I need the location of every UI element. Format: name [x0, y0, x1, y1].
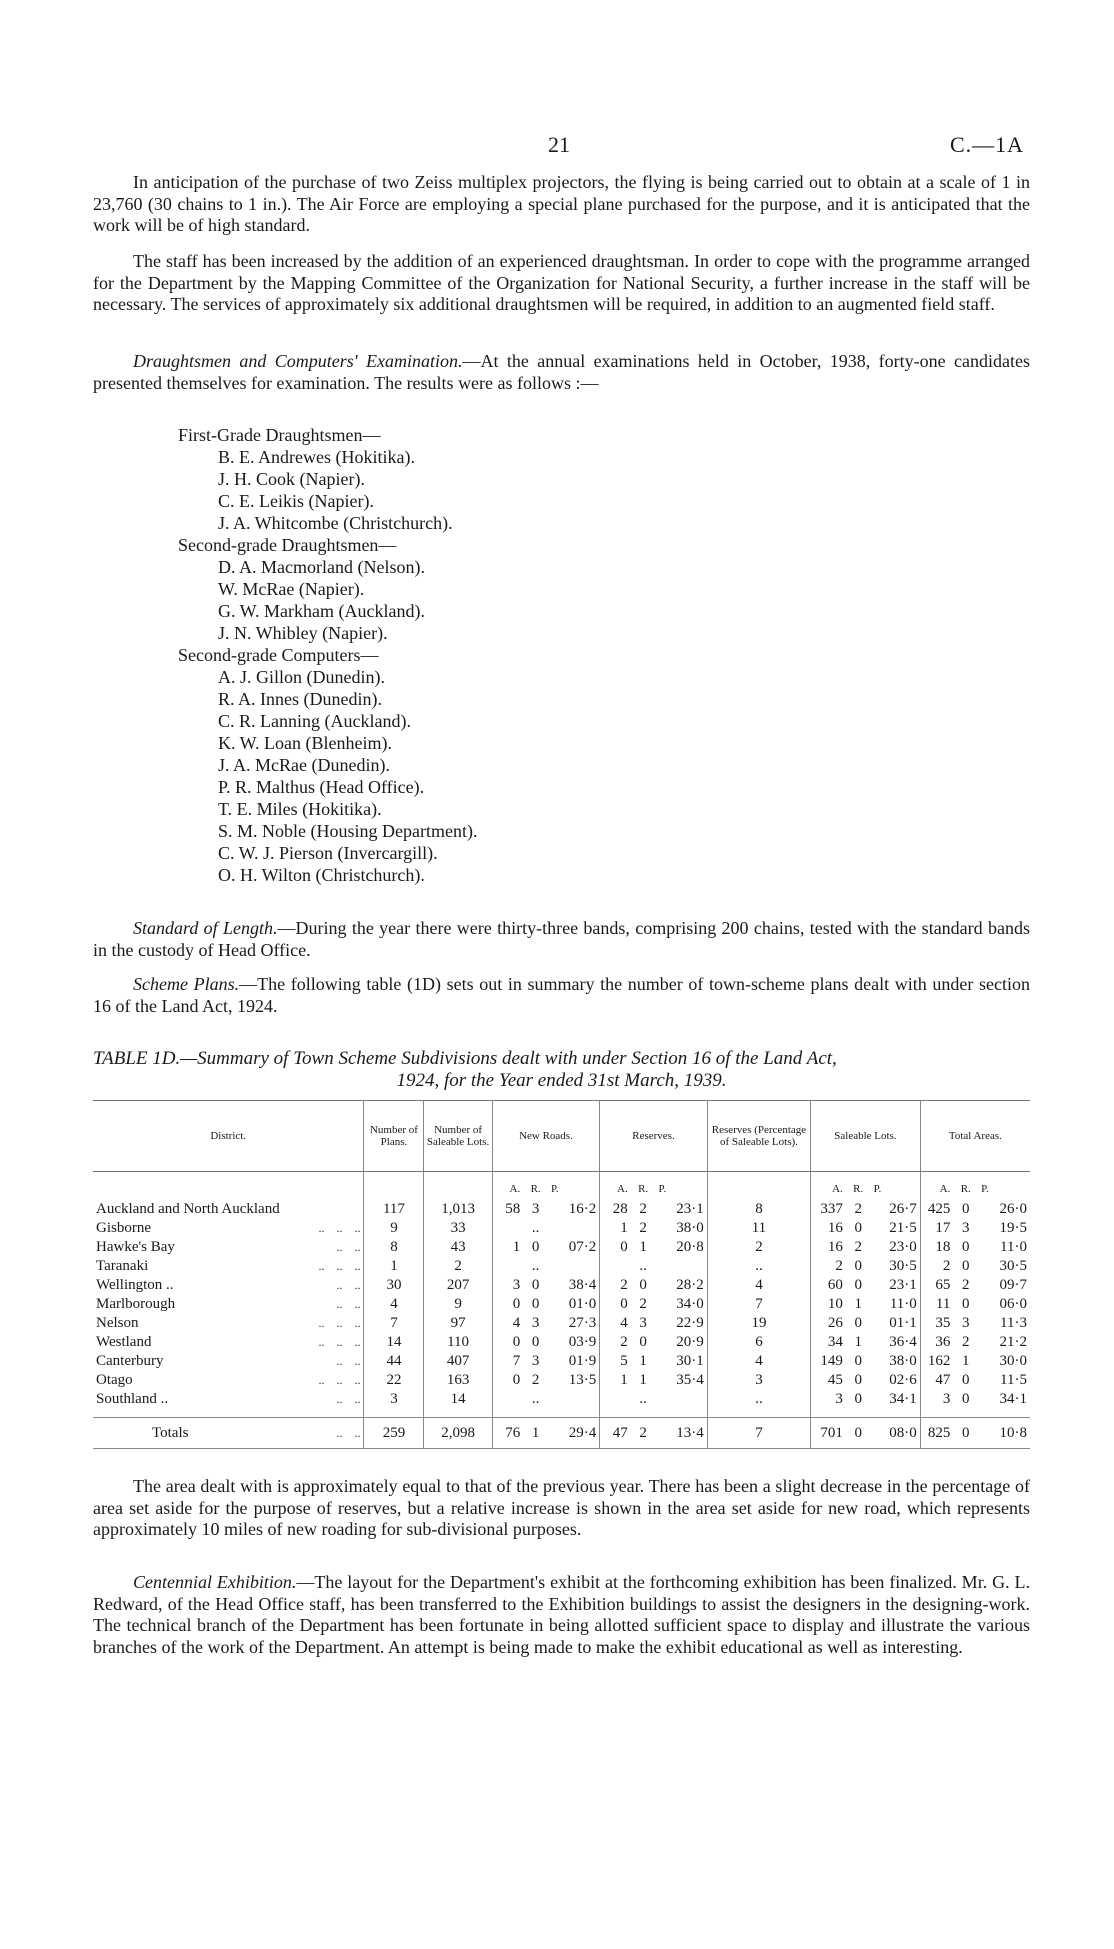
ta-roods-cell: 0	[962, 1391, 970, 1407]
candidate-name: A. J. Gillon (Dunedin).	[218, 667, 385, 687]
candidate-name: B. E. Andrewes (Hokitika).	[218, 447, 415, 467]
res-acres-cell: 0	[600, 1295, 631, 1314]
res-acres-cell: 1	[600, 1371, 631, 1390]
totals-row	[93, 1418, 1030, 1449]
paragraph-examination	[93, 351, 1030, 394]
res-acres-cell: 2	[600, 1276, 631, 1295]
reserves-pct-cell: 7	[707, 1418, 810, 1449]
res-roods-cell: 2	[639, 1201, 647, 1217]
nr-acres-cell: 7	[492, 1352, 523, 1371]
nr-perches-cell: 27·3	[568, 1315, 597, 1331]
candidate-name: T. E. Miles (Hokitika).	[218, 799, 382, 819]
district-cell	[93, 1390, 364, 1409]
unit-label: R.	[530, 1182, 541, 1195]
lots-cell: 207	[424, 1276, 492, 1295]
nr-perches-cell: 01·9	[568, 1353, 597, 1369]
nr-acres-cell	[492, 1390, 523, 1409]
district-cell	[93, 1238, 364, 1257]
candidate-name: R. A. Innes (Dunedin).	[218, 689, 382, 709]
sl-acres-cell: 3	[811, 1390, 846, 1409]
res-acres-cell: 0	[600, 1238, 631, 1257]
sl-roods-cell: 0	[854, 1258, 862, 1274]
sl-roods-cell: 2	[854, 1239, 862, 1255]
nr-acres-cell: 76	[492, 1418, 523, 1449]
district-name: Hawke's Bay	[96, 1239, 175, 1255]
exam-text: —At the annual examinations held in October, 1938, forty-one candidates presented themselves for examination. The results were as follows :—	[93, 351, 1030, 393]
res-roods-cell: 1	[639, 1353, 647, 1369]
sl-perches-cell: 23·0	[889, 1239, 917, 1255]
district-name: Otago	[96, 1372, 133, 1388]
candidate-name: J. A. McRae (Dunedin).	[218, 755, 390, 775]
plans-cell: 1	[364, 1257, 424, 1276]
district-name: Totals	[152, 1424, 189, 1441]
res-perches-cell: 38·0	[676, 1220, 704, 1236]
district-cell	[93, 1257, 364, 1276]
table-row	[93, 1314, 1030, 1333]
unit-label: A.	[920, 1172, 953, 1201]
res-perches-cell: 13·4	[656, 1418, 708, 1449]
sl-roods-cell: 0	[854, 1277, 862, 1293]
reserves-pct-cell: ..	[707, 1257, 810, 1276]
ta-roods-cell: 0	[953, 1418, 978, 1449]
ta-acres-cell: 825	[920, 1418, 953, 1449]
leader-dots: .. ..	[336, 1297, 361, 1311]
reserves-pct-cell: 7	[707, 1295, 810, 1314]
ta-roods-cell: 2	[962, 1277, 970, 1293]
ta-roods-cell: 0	[962, 1201, 970, 1217]
sl-roods-cell: 2	[854, 1201, 862, 1217]
candidate-name: J. A. Whitcombe (Christchurch).	[218, 513, 453, 533]
ta-roods-cell: 3	[962, 1220, 970, 1236]
nr-perches-cell	[548, 1257, 600, 1276]
table-row	[93, 1352, 1030, 1371]
candidate-name: W. McRae (Napier).	[218, 579, 365, 599]
nr-perches-cell	[548, 1219, 600, 1238]
ta-perches-cell: 19·5	[999, 1220, 1027, 1236]
sl-acres-cell: 26	[811, 1314, 846, 1333]
leader-dots: .. ..	[336, 1354, 361, 1368]
district-cell	[93, 1333, 364, 1352]
leader-dots: .. ..	[336, 1392, 361, 1406]
lots-cell: 14	[424, 1390, 492, 1409]
ta-acres-cell: 35	[920, 1314, 953, 1333]
leader-dots: .. .. ..	[318, 1335, 361, 1349]
unit-label: P.	[873, 1182, 882, 1195]
ta-perches-cell: 11·3	[1000, 1315, 1027, 1331]
res-acres-cell: 1	[600, 1219, 631, 1238]
nr-acres-cell: 58	[492, 1200, 523, 1219]
res-perches-cell: 35·4	[676, 1372, 704, 1388]
candidate-name: J. N. Whibley (Napier).	[218, 623, 388, 643]
ta-roods-cell: 2	[962, 1334, 970, 1350]
nr-acres-cell: 4	[492, 1314, 523, 1333]
res-roods-cell: 1	[639, 1372, 647, 1388]
sl-acres-cell: 34	[811, 1333, 846, 1352]
unit-label: A.	[600, 1172, 631, 1201]
plans-cell: 14	[364, 1333, 424, 1352]
centennial-text: —The layout for the Department's exhibit at the forthcoming exhibition has been finalized. Mr. G. L. Redward, of the Head Office staff, has been transferred to the Exhibition buildings to assist the designers in the designing-work. The technical branch of the Department has been fortunate in being allotted sufficient space to display and illustrate the various branches of the work of the Department. An attempt is being made to make the exhibit educational as well as interesting.	[93, 1572, 1030, 1657]
nr-acres-cell	[492, 1257, 523, 1276]
ta-acres-cell: 3	[920, 1390, 953, 1409]
nr-acres-cell: 0	[492, 1371, 523, 1390]
ta-roods-cell: 0	[962, 1239, 970, 1255]
nr-acres-cell	[492, 1219, 523, 1238]
sl-acres-cell: 2	[811, 1257, 846, 1276]
res-perches-cell	[656, 1390, 708, 1409]
nr-acres-cell: 0	[492, 1333, 523, 1352]
table-body	[93, 1172, 1030, 1449]
lots-cell: 110	[424, 1333, 492, 1352]
res-acres-cell	[600, 1257, 631, 1276]
sl-perches-cell: 08·0	[871, 1418, 921, 1449]
reserves-pct-cell: 4	[707, 1352, 810, 1371]
candidate-name: D. A. Macmorland (Nelson).	[218, 557, 425, 577]
ta-acres-cell: 17	[920, 1219, 953, 1238]
ta-acres-cell: 2	[920, 1257, 953, 1276]
nr-perches-cell: 01·0	[568, 1296, 597, 1312]
ta-perches-cell: 10·8	[978, 1418, 1030, 1449]
table-row	[93, 1390, 1030, 1409]
unit-label: A.	[492, 1172, 523, 1201]
district-name: Southland ..	[96, 1391, 169, 1407]
table-row	[93, 1200, 1030, 1219]
ta-perches-cell: 06·0	[999, 1296, 1027, 1312]
leader-dots: .. ..	[336, 1240, 361, 1254]
centennial-heading: Centennial Exhibition.	[133, 1572, 297, 1592]
district-name: Gisborne	[96, 1220, 151, 1236]
district-cell	[93, 1219, 364, 1238]
ta-roods-cell: 0	[962, 1258, 970, 1274]
nr-acres-cell: 1	[492, 1238, 523, 1257]
units-row	[93, 1172, 1030, 1201]
sl-roods-cell: 1	[854, 1334, 862, 1350]
ta-perches-cell: 11·5	[1000, 1372, 1027, 1388]
ta-perches-cell: 30·5	[999, 1258, 1027, 1274]
district-cell	[93, 1314, 364, 1333]
nr-perches-cell: 38·4	[568, 1277, 597, 1293]
exam-results-list	[178, 424, 477, 886]
candidate-name: P. R. Malthus (Head Office).	[218, 777, 425, 797]
sl-acres-cell: 337	[811, 1200, 846, 1219]
candidate-name: K. W. Loan (Blenheim).	[218, 733, 392, 753]
plans-cell: 4	[364, 1295, 424, 1314]
nr-roods-cell: 3	[531, 1353, 540, 1369]
res-perches-cell: 20·8	[676, 1239, 704, 1255]
table-row	[93, 1371, 1030, 1390]
table-title	[93, 1048, 1030, 1092]
candidate-name: C. W. J. Pierson (Invercargill).	[218, 843, 438, 863]
sl-roods-cell: 0	[854, 1315, 862, 1331]
lots-cell: 2,098	[424, 1418, 492, 1449]
unit-label: R.	[638, 1182, 649, 1195]
lots-cell: 97	[424, 1314, 492, 1333]
sl-roods-cell: 0	[854, 1372, 862, 1388]
res-perches-cell: 23·1	[676, 1201, 704, 1217]
col-header-total-areas: Total Areas.	[920, 1101, 1030, 1172]
results-group	[178, 534, 477, 644]
nr-acres-cell: 3	[492, 1276, 523, 1295]
ta-roods-cell: 0	[962, 1296, 970, 1312]
ta-acres-cell: 47	[920, 1371, 953, 1390]
nr-perches-cell: 03·9	[568, 1334, 597, 1350]
reserves-pct-cell: 19	[707, 1314, 810, 1333]
paragraph-centennial	[93, 1572, 1030, 1658]
sl-perches-cell: 38·0	[889, 1353, 917, 1369]
nr-roods-cell: 3	[531, 1315, 540, 1331]
unit-label: P.	[981, 1182, 989, 1195]
reserves-pct-cell: 4	[707, 1276, 810, 1295]
reserves-pct-cell: 11	[707, 1219, 810, 1238]
lots-cell: 2	[424, 1257, 492, 1276]
plans-cell: 117	[364, 1200, 424, 1219]
paragraph-scheme-plans	[93, 974, 1030, 1017]
sl-roods-cell: 0	[854, 1220, 862, 1236]
ta-acres-cell: 162	[920, 1352, 953, 1371]
plans-cell: 259	[364, 1418, 424, 1449]
nr-roods-cell: ..	[531, 1391, 540, 1407]
town-scheme-table	[93, 1100, 1030, 1449]
sl-perches-cell: 30·5	[889, 1258, 917, 1274]
ta-acres-cell: 425	[920, 1200, 953, 1219]
page-header	[0, 132, 1114, 162]
sl-perches-cell: 21·5	[889, 1220, 917, 1236]
col-header-saleable-lots: Saleable Lots.	[811, 1101, 921, 1172]
col-header-new-roads: New Roads.	[492, 1101, 600, 1172]
lots-cell: 33	[424, 1219, 492, 1238]
sl-perches-cell: 26·7	[889, 1201, 917, 1217]
nr-roods-cell: 2	[531, 1372, 540, 1388]
ta-acres-cell: 18	[920, 1238, 953, 1257]
reserves-pct-cell: 6	[707, 1333, 810, 1352]
col-header-plans: Number of Plans.	[364, 1101, 424, 1172]
res-acres-cell: 4	[600, 1314, 631, 1333]
ta-roods-cell: 1	[962, 1353, 970, 1369]
district-name: Marlborough	[96, 1296, 176, 1312]
table-row	[93, 1219, 1030, 1238]
res-roods-cell: 0	[639, 1334, 647, 1350]
nr-acres-cell: 0	[492, 1295, 523, 1314]
unit-label: R.	[960, 1182, 971, 1195]
nr-perches-cell	[548, 1390, 600, 1409]
table-title-line1: TABLE 1D.—Summary of Town Scheme Subdivisions dealt with under Section 16 of the Land Act,	[93, 1048, 837, 1069]
nr-perches-cell: 16·2	[568, 1201, 597, 1217]
candidate-name: S. M. Noble (Housing Department).	[218, 821, 478, 841]
ta-perches-cell: 34·1	[999, 1391, 1027, 1407]
candidate-name: J. H. Cook (Napier).	[218, 469, 365, 489]
res-perches-cell: 22·9	[676, 1315, 704, 1331]
lots-cell: 9	[424, 1295, 492, 1314]
res-perches-cell	[656, 1257, 708, 1276]
sl-acres-cell: 60	[811, 1276, 846, 1295]
ta-perches-cell: 09·7	[999, 1277, 1027, 1293]
table-row	[93, 1295, 1030, 1314]
district-cell	[93, 1418, 364, 1449]
table-row	[93, 1276, 1030, 1295]
district-name: Auckland and North Auckland	[96, 1201, 280, 1217]
results-group	[178, 644, 477, 886]
reserves-pct-cell: 3	[707, 1371, 810, 1390]
nr-roods-cell: 3	[531, 1201, 540, 1217]
nr-roods-cell: 0	[531, 1277, 540, 1293]
district-cell	[93, 1371, 364, 1390]
plans-cell: 7	[364, 1314, 424, 1333]
sl-acres-cell: 149	[811, 1352, 846, 1371]
ta-roods-cell: 3	[962, 1315, 970, 1331]
nr-roods-cell: ..	[531, 1220, 540, 1236]
standard-heading: Standard of Length.	[133, 918, 278, 938]
table-title-line2: 1924, for the Year ended 31st March, 1939.	[396, 1070, 727, 1091]
standard-text: —During the year there were thirty-three bands, comprising 200 chains, tested with the standard bands in the custody of Head Office.	[93, 918, 1030, 960]
ta-acres-cell: 65	[920, 1276, 953, 1295]
table-row	[93, 1257, 1030, 1276]
unit-label: A.	[811, 1172, 846, 1201]
sl-acres-cell: 701	[811, 1418, 846, 1449]
leader-dots: .. .. ..	[318, 1221, 361, 1235]
res-perches-cell: 28·2	[676, 1277, 704, 1293]
paragraph-standard-length	[93, 918, 1030, 961]
res-perches-cell: 34·0	[676, 1296, 704, 1312]
plans-cell: 30	[364, 1276, 424, 1295]
page-number: 21	[548, 132, 570, 157]
sl-acres-cell: 45	[811, 1371, 846, 1390]
nr-roods-cell: 0	[531, 1239, 540, 1255]
district-cell	[93, 1295, 364, 1314]
lots-cell: 163	[424, 1371, 492, 1390]
lots-cell: 43	[424, 1238, 492, 1257]
col-header-district: District.	[93, 1101, 364, 1172]
sl-perches-cell: 11·0	[889, 1296, 917, 1312]
unit-label: R.	[853, 1182, 864, 1195]
ta-acres-cell: 11	[920, 1295, 953, 1314]
res-roods-cell: 3	[639, 1315, 647, 1331]
ta-perches-cell: 21·2	[999, 1334, 1027, 1350]
district-name: Canterbury	[96, 1353, 164, 1369]
candidate-name: G. W. Markham (Auckland).	[218, 601, 425, 621]
col-header-reserves: Reserves.	[600, 1101, 708, 1172]
unit-label: P.	[658, 1182, 667, 1195]
res-acres-cell: 28	[600, 1200, 631, 1219]
district-name: Wellington ..	[96, 1277, 174, 1293]
sl-perches-cell: 01·1	[889, 1315, 917, 1331]
leader-dots: .. .. ..	[318, 1259, 361, 1273]
district-name: Westland	[96, 1334, 152, 1350]
leader-dots: .. ..	[336, 1425, 361, 1440]
ta-roods-cell: 0	[962, 1372, 970, 1388]
sl-roods-cell: 0	[854, 1391, 862, 1407]
sl-acres-cell: 16	[811, 1238, 846, 1257]
plans-cell: 44	[364, 1352, 424, 1371]
res-acres-cell: 47	[600, 1418, 631, 1449]
res-acres-cell: 2	[600, 1333, 631, 1352]
paragraph-staff: The staff has been increased by the addition of an experienced draughtsman. In order to cope with the programme arranged for the Department by the Mapping Committee of the Organization for National Security, a further increase in the staff will be necessary. The services of approximately six additional draughtsmen will be required, in addition to an augmented field staff.	[93, 251, 1030, 314]
reserves-pct-cell: ..	[707, 1390, 810, 1409]
candidate-name: C. E. Leikis (Napier).	[218, 491, 374, 511]
leader-dots: .. ..	[336, 1278, 361, 1292]
nr-roods-cell: ..	[531, 1258, 540, 1274]
nr-roods-cell: 0	[531, 1334, 540, 1350]
lots-cell: 407	[424, 1352, 492, 1371]
sl-perches-cell: 23·1	[889, 1277, 917, 1293]
res-roods-cell: ..	[639, 1258, 647, 1274]
res-roods-cell: 0	[639, 1277, 647, 1293]
leader-dots: .. .. ..	[318, 1316, 361, 1330]
nr-perches-cell: 13·5	[568, 1372, 597, 1388]
group-heading: First-Grade Draughtsmen—	[178, 425, 381, 445]
group-heading: Second-grade Draughtsmen—	[178, 535, 397, 555]
nr-perches-cell: 07·2	[568, 1239, 597, 1255]
table-spacer	[93, 1409, 1030, 1418]
lots-cell: 1,013	[424, 1200, 492, 1219]
candidate-name: C. R. Lanning (Auckland).	[218, 711, 411, 731]
document-reference: C.—1A	[949, 132, 1024, 157]
district-name: Nelson	[96, 1315, 139, 1331]
candidate-name: O. H. Wilton (Christchurch).	[218, 865, 425, 885]
leader-dots: .. .. ..	[318, 1373, 361, 1387]
res-acres-cell: 5	[600, 1352, 631, 1371]
res-acres-cell	[600, 1390, 631, 1409]
sl-perches-cell: 36·4	[889, 1334, 917, 1350]
district-cell	[93, 1276, 364, 1295]
res-roods-cell: 2	[631, 1418, 656, 1449]
res-roods-cell: 2	[639, 1296, 647, 1312]
paragraph-projectors: In anticipation of the purchase of two Zeiss multiplex projectors, the flying is being carried out to obtain at a scale of 1 in 23,760 (30 chains to 1 in.). The Air Force are employing a special plane purchased for the purpose, and it is anticipated that the work will be of high standard.	[93, 172, 1030, 235]
res-roods-cell: ..	[639, 1391, 647, 1407]
ta-acres-cell: 36	[920, 1333, 953, 1352]
res-perches-cell: 20·9	[676, 1334, 704, 1350]
ta-perches-cell: 11·0	[1000, 1239, 1027, 1255]
table-row	[93, 1333, 1030, 1352]
scheme-heading: Scheme Plans.	[133, 974, 240, 994]
district-cell	[93, 1200, 364, 1219]
nr-roods-cell: 0	[531, 1296, 540, 1312]
paragraph-area-dealt: The area dealt with is approximately equal to that of the previous year. There has been a slight decrease in the percentage of area set aside for the purpose of reserves, but a relative increase is shown in the area set aside for new road, which represents approximately 10 miles of new roading for sub-divisional purposes.	[93, 1476, 1030, 1539]
res-roods-cell: 2	[639, 1220, 647, 1236]
plans-cell: 9	[364, 1219, 424, 1238]
reserves-pct-cell: 2	[707, 1238, 810, 1257]
sl-roods-cell: 0	[854, 1353, 862, 1369]
sl-perches-cell: 02·6	[889, 1372, 917, 1388]
unit-label: P.	[551, 1182, 559, 1195]
table-header-row	[93, 1101, 1030, 1172]
scheme-text: —The following table (1D) sets out in summary the number of town-scheme plans dealt with under section 16 of the Land Act, 1924.	[93, 974, 1031, 1016]
col-header-lots: Number of Saleable Lots.	[424, 1101, 492, 1172]
group-heading: Second-grade Computers—	[178, 645, 379, 665]
sl-acres-cell: 10	[811, 1295, 846, 1314]
exam-heading: Draughtsmen and Computers' Examination.	[133, 351, 463, 371]
district-cell	[93, 1352, 364, 1371]
reserves-pct-cell: 8	[707, 1200, 810, 1219]
nr-roods-cell: 1	[523, 1418, 548, 1449]
sl-roods-cell: 0	[846, 1418, 871, 1449]
plans-cell: 3	[364, 1390, 424, 1409]
plans-cell: 8	[364, 1238, 424, 1257]
results-group	[178, 424, 477, 534]
sl-roods-cell: 1	[854, 1296, 862, 1312]
sl-perches-cell: 34·1	[889, 1391, 917, 1407]
nr-perches-cell: 29·4	[548, 1418, 600, 1449]
ta-perches-cell: 30·0	[999, 1353, 1027, 1369]
col-header-reserves-pct: Reserves (Percentage of Saleable Lots).	[707, 1101, 810, 1172]
plans-cell: 22	[364, 1371, 424, 1390]
sl-acres-cell: 16	[811, 1219, 846, 1238]
ta-perches-cell: 26·0	[999, 1201, 1027, 1217]
table-row	[93, 1238, 1030, 1257]
district-name: Taranaki	[96, 1258, 149, 1274]
res-roods-cell: 1	[639, 1239, 647, 1255]
res-perches-cell: 30·1	[676, 1353, 704, 1369]
